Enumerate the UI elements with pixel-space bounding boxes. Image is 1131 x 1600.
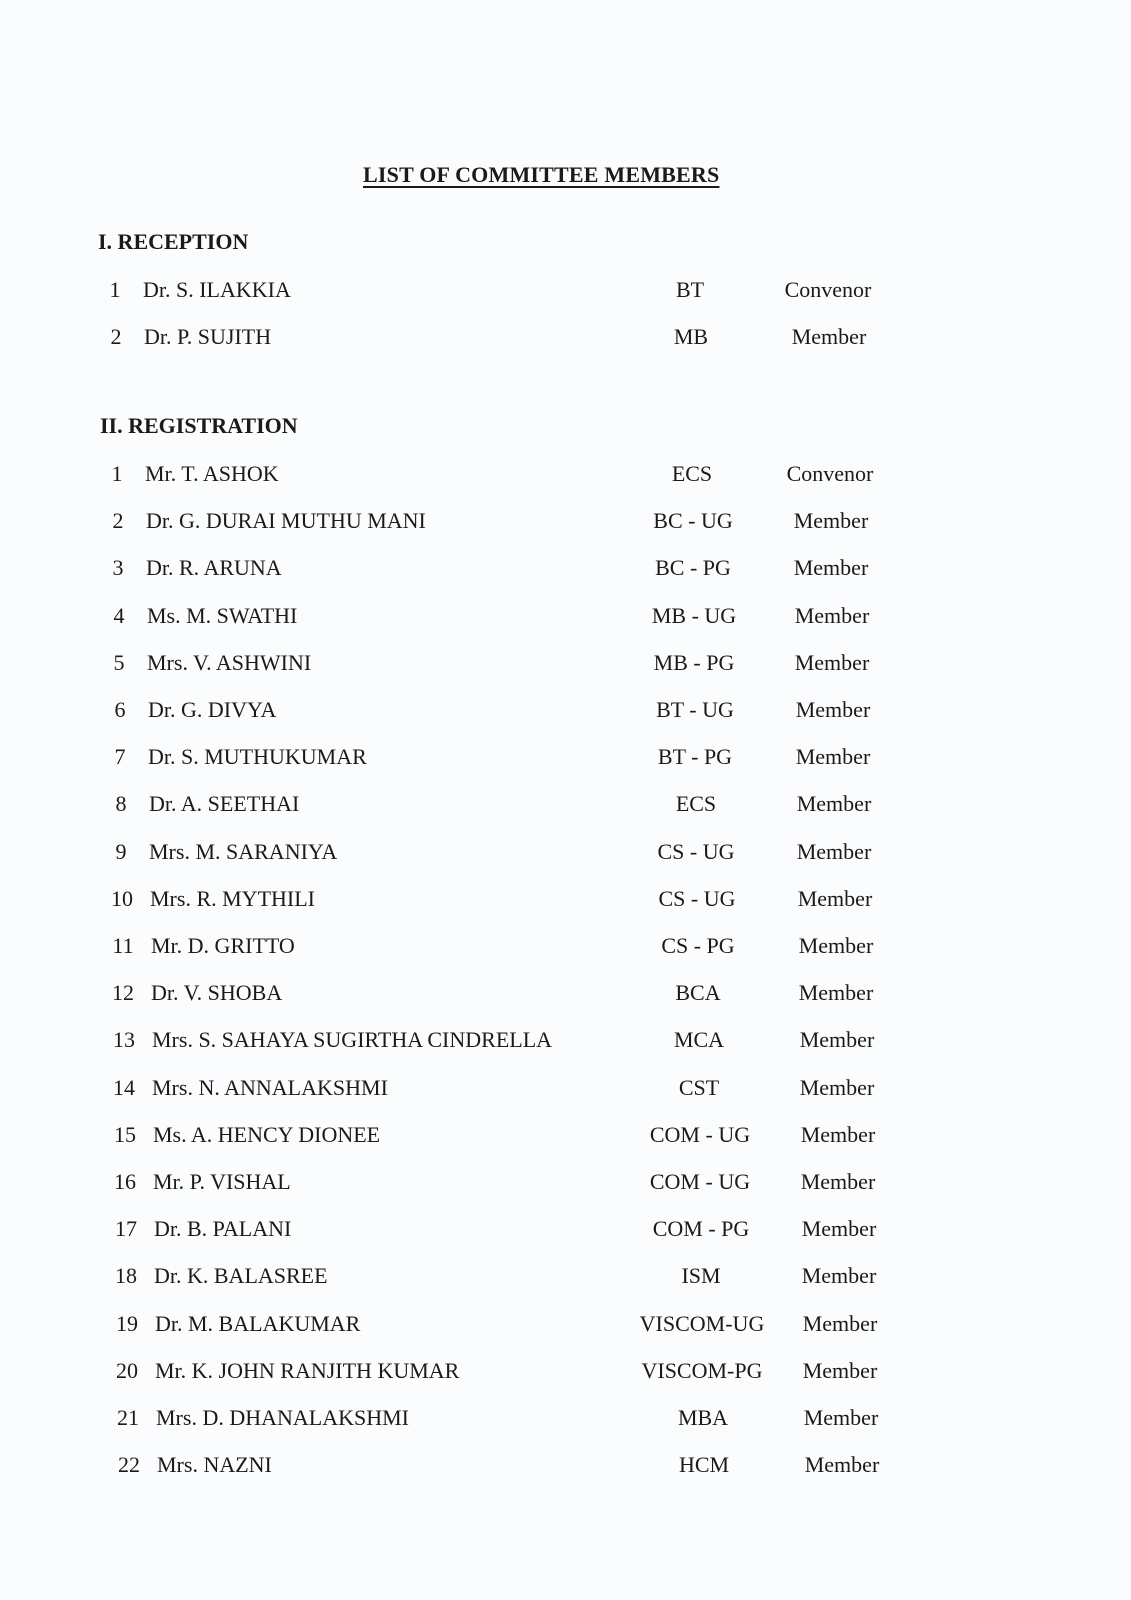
member-name: Dr. M. BALAKUMAR — [155, 1311, 361, 1336]
page-title: LIST OF COMMITTEE MEMBERS — [363, 162, 720, 187]
member-role: Member — [802, 1311, 878, 1336]
member-department: MB - UG — [651, 603, 737, 628]
member-name: Mr. K. JOHN RANJITH KUMAR — [155, 1358, 460, 1383]
member-number: 19 — [116, 1311, 138, 1336]
member-role: Member — [796, 839, 872, 864]
member-number: 8 — [115, 791, 127, 816]
member-number: 20 — [116, 1358, 138, 1383]
member-name: Mr. P. VISHAL — [153, 1169, 291, 1194]
member-number: 7 — [114, 744, 126, 769]
member-department: HCM — [678, 1452, 730, 1477]
member-role: Member — [803, 1405, 879, 1430]
member-number: 1 — [111, 461, 123, 486]
member-number: 12 — [112, 980, 134, 1005]
member-number: 5 — [113, 650, 125, 675]
member-role: Member — [797, 886, 873, 911]
member-role: Member — [796, 791, 872, 816]
member-number: 18 — [115, 1263, 137, 1288]
member-number: 13 — [113, 1027, 135, 1052]
member-role: Member — [800, 1122, 876, 1147]
member-department: CS - UG — [658, 886, 736, 911]
member-number: 2 — [110, 324, 122, 349]
member-name: Dr. S. MUTHUKUMAR — [148, 744, 367, 769]
member-number: 6 — [114, 697, 126, 722]
member-name: Mrs. D. DHANALAKSHMI — [156, 1405, 409, 1430]
member-role: Member — [795, 744, 871, 769]
member-department: CST — [678, 1075, 720, 1100]
member-role: Member — [801, 1216, 877, 1241]
member-department: BT - UG — [656, 697, 734, 722]
member-name: Mr. T. ASHOK — [145, 461, 279, 486]
member-department: MB - PG — [653, 650, 735, 675]
member-name: Dr. V. SHOBA — [151, 980, 283, 1005]
member-role: Convenor — [786, 461, 874, 486]
member-name: Mrs. NAZNI — [157, 1452, 272, 1477]
member-number: 17 — [115, 1216, 137, 1241]
member-role: Member — [791, 324, 867, 349]
member-role: Member — [801, 1263, 877, 1288]
member-name: Dr. K. BALASREE — [154, 1263, 328, 1288]
member-department: BC - PG — [655, 555, 731, 580]
member-department: COM - UG — [649, 1169, 751, 1194]
member-number: 21 — [117, 1405, 139, 1430]
member-name: Dr. R. ARUNA — [146, 555, 282, 580]
member-number: 9 — [115, 839, 127, 864]
member-name: Dr. A. SEETHAI — [149, 791, 300, 816]
member-number: 14 — [113, 1075, 135, 1100]
member-number: 2 — [112, 508, 124, 533]
member-name: Mr. D. GRITTO — [151, 933, 295, 958]
member-number: 16 — [114, 1169, 136, 1194]
member-department: BT — [675, 277, 705, 302]
member-department: COM - UG — [649, 1122, 751, 1147]
member-name: Ms. M. SWATHI — [147, 603, 298, 628]
member-department: BC - UG — [653, 508, 733, 533]
member-role: Member — [794, 650, 870, 675]
member-department: CS - PG — [661, 933, 735, 958]
member-number: 22 — [118, 1452, 140, 1477]
member-role: Member — [795, 697, 871, 722]
member-department: VISCOM-PG — [641, 1358, 763, 1383]
member-name: Mrs. S. SAHAYA SUGIRTHA CINDRELLA — [152, 1027, 553, 1052]
member-role: Member — [802, 1358, 878, 1383]
member-number: 1 — [109, 277, 121, 302]
member-name: Dr. P. SUJITH — [144, 324, 272, 349]
member-department: MCA — [673, 1027, 725, 1052]
member-name: Dr. B. PALANI — [154, 1216, 292, 1241]
member-role: Member — [799, 1027, 875, 1052]
member-number: 11 — [112, 933, 134, 958]
member-department: ECS — [671, 461, 713, 486]
member-role: Member — [799, 1075, 875, 1100]
member-name: Mrs. V. ASHWINI — [147, 650, 312, 675]
member-name: Mrs. R. MYTHILI — [150, 886, 315, 911]
member-department: CS - UG — [657, 839, 735, 864]
member-department: COM - PG — [652, 1216, 750, 1241]
member-name: Mrs. N. ANNALAKSHMI — [152, 1075, 388, 1100]
section-heading-reception: I. RECEPTION — [98, 229, 249, 254]
member-name: Mrs. M. SARANIYA — [149, 839, 338, 864]
member-name: Dr. G. DURAI MUTHU MANI — [146, 508, 426, 533]
member-department: VISCOM-UG — [639, 1311, 765, 1336]
member-department: MB — [673, 324, 709, 349]
member-department: BT - PG — [657, 744, 733, 769]
member-role: Member — [804, 1452, 880, 1477]
section-heading-registration: II. REGISTRATION — [100, 413, 298, 438]
member-role: Member — [794, 603, 870, 628]
member-role: Member — [800, 1169, 876, 1194]
member-name: Dr. G. DIVYA — [148, 697, 277, 722]
member-department: ISM — [681, 1263, 721, 1288]
member-department: MBA — [677, 1405, 729, 1430]
member-role: Member — [793, 508, 869, 533]
member-name: Ms. A. HENCY DIONEE — [153, 1122, 381, 1147]
member-number: 15 — [114, 1122, 136, 1147]
member-department: ECS — [675, 791, 717, 816]
member-number: 3 — [112, 555, 124, 580]
member-number: 10 — [111, 886, 133, 911]
member-department: BCA — [675, 980, 721, 1005]
member-number: 4 — [113, 603, 125, 628]
member-role: Member — [798, 980, 874, 1005]
member-role: Convenor — [784, 277, 872, 302]
member-name: Dr. S. ILAKKIA — [143, 277, 291, 302]
member-role: Member — [793, 555, 869, 580]
member-role: Member — [798, 933, 874, 958]
